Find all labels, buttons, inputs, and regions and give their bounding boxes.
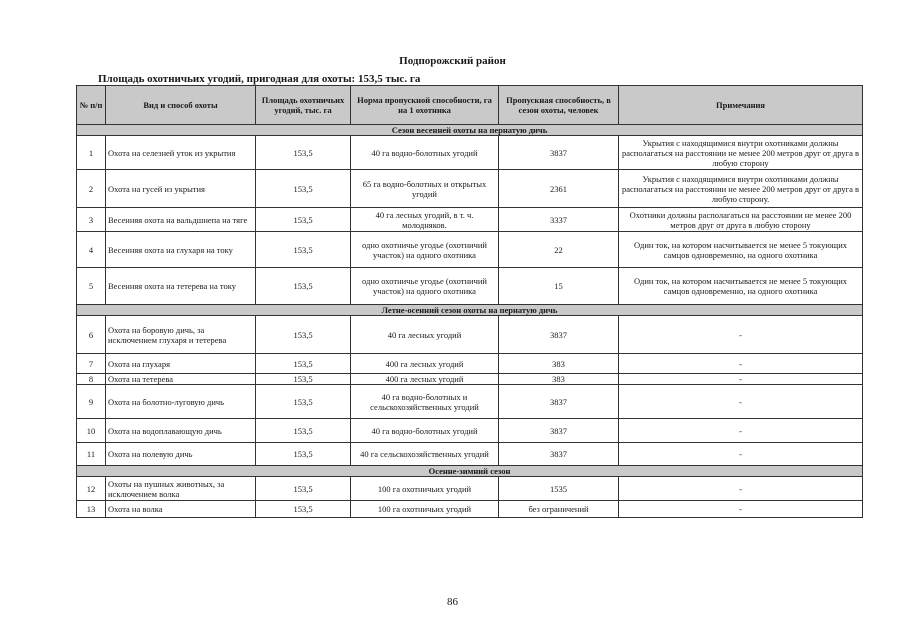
row-number: 9 — [77, 385, 106, 419]
table-row — [77, 136, 863, 170]
hunt-type: Охота на болотно-луговую дичь — [106, 385, 256, 419]
header-type: Вид и способ охоты — [106, 86, 256, 125]
table-row — [77, 268, 863, 305]
norm-value: 65 га водно-болотных и открытых угодий — [351, 170, 499, 208]
row-number: 2 — [77, 170, 106, 208]
page-title: Подпорожский район — [399, 55, 506, 67]
row-number: 8 — [77, 374, 106, 385]
header-norm: Норма пропускной способности, га на 1 охотника — [351, 86, 499, 125]
notes-value: Один ток, на котором насчитывается не менее 5 токующих самцов одновременно, на одного охотника — [619, 268, 863, 305]
header-area: Площадь охотничьих угодий, тыс. га — [256, 86, 351, 125]
hunting-capacity-table — [76, 85, 863, 518]
area-value: 153,5 — [256, 443, 351, 466]
area-value: 153,5 — [256, 385, 351, 419]
area-value: 153,5 — [256, 419, 351, 443]
hunt-type: Охота на тетерева — [106, 374, 256, 385]
capacity-value: без ограничений — [499, 501, 619, 518]
section-row — [77, 125, 863, 136]
table-header-row — [77, 86, 863, 125]
hunt-type: Весенняя охота на тетерева на току — [106, 268, 256, 305]
table-body — [77, 125, 863, 518]
notes-value: Укрытия с находящимися внутри охотниками должны располагаться на расстоянии не менее 200 метров друг от друга в любую сторону. — [619, 170, 863, 208]
row-number: 13 — [77, 501, 106, 518]
capacity-value: 3837 — [499, 443, 619, 466]
hunt-type: Охота на гусей из укрытия — [106, 170, 256, 208]
header-num: № п/п — [77, 86, 106, 125]
notes-value: Охотники должны располагаться на расстоянии не менее 200 метров друг от друга в любую сторону — [619, 208, 863, 232]
norm-value: 40 га водно-болотных угодий — [351, 419, 499, 443]
capacity-value: 1535 — [499, 477, 619, 501]
norm-value: одно охотничье угодье (охотничий участок) на одного охотника — [351, 268, 499, 305]
hunt-type: Охота на селезней уток из укрытия — [106, 136, 256, 170]
table-row — [77, 354, 863, 374]
section-title: Осенне-зимний сезон — [77, 466, 863, 477]
notes-value: Один ток, на котором насчитывается не менее 5 токующих самцов одновременно, на одного охотника — [619, 232, 863, 268]
row-number: 4 — [77, 232, 106, 268]
notes-value: - — [619, 354, 863, 374]
hunt-type: Весенняя охота на вальдшнепа на тяге — [106, 208, 256, 232]
table-row — [77, 316, 863, 354]
area-value: 153,5 — [256, 208, 351, 232]
area-value: 153,5 — [256, 374, 351, 385]
row-number: 5 — [77, 268, 106, 305]
hunting-area-line: Площадь охотничьих угодий, пригодная для охоты: 153,5 тыс. га — [98, 73, 421, 85]
capacity-value: 2361 — [499, 170, 619, 208]
norm-value: 40 га сельскохозяйственных угодий — [351, 443, 499, 466]
header-notes: Примечания — [619, 86, 863, 125]
notes-value: - — [619, 443, 863, 466]
area-value: 153,5 — [256, 232, 351, 268]
capacity-value: 383 — [499, 354, 619, 374]
header-capacity: Пропускная способность, в сезон охоты, человек — [499, 86, 619, 125]
norm-value: 400 га лесных угодий — [351, 374, 499, 385]
row-number: 3 — [77, 208, 106, 232]
norm-value: одно охотничье угодье (охотничий участок) на одного охотника — [351, 232, 499, 268]
notes-value: - — [619, 316, 863, 354]
capacity-value: 3837 — [499, 419, 619, 443]
capacity-value: 22 — [499, 232, 619, 268]
capacity-value: 383 — [499, 374, 619, 385]
norm-value: 40 га лесных угодий, в т. ч. молодняков. — [351, 208, 499, 232]
table-row — [77, 170, 863, 208]
notes-value: Укрытия с находящимися внутри охотниками должны располагаться на расстоянии не менее 200 метров друг от друга в любую сторону — [619, 136, 863, 170]
hunt-type: Охота на волка — [106, 501, 256, 518]
area-value: 153,5 — [256, 170, 351, 208]
notes-value: - — [619, 477, 863, 501]
hunt-type: Охота на водоплавающую дичь — [106, 419, 256, 443]
row-number: 1 — [77, 136, 106, 170]
section-title: Сезон весенней охоты на пернатую дичь — [77, 125, 863, 136]
area-value: 153,5 — [256, 268, 351, 305]
section-row — [77, 305, 863, 316]
capacity-value: 3837 — [499, 316, 619, 354]
area-value: 153,5 — [256, 477, 351, 501]
notes-value: - — [619, 419, 863, 443]
row-number: 12 — [77, 477, 106, 501]
capacity-value: 15 — [499, 268, 619, 305]
section-title: Летне-осенний сезон охоты на пернатую дичь — [77, 305, 863, 316]
hunt-type: Охота на глухаря — [106, 354, 256, 374]
table-row — [77, 208, 863, 232]
section-row — [77, 466, 863, 477]
notes-value: - — [619, 501, 863, 518]
page-number: 86 — [447, 596, 458, 608]
hunt-type: Охота на полевую дичь — [106, 443, 256, 466]
capacity-value: 3837 — [499, 385, 619, 419]
row-number: 10 — [77, 419, 106, 443]
table-row — [77, 374, 863, 385]
table-row — [77, 443, 863, 466]
table-row — [77, 477, 863, 501]
area-value: 153,5 — [256, 136, 351, 170]
row-number: 6 — [77, 316, 106, 354]
norm-value: 40 га лесных угодий — [351, 316, 499, 354]
row-number: 7 — [77, 354, 106, 374]
capacity-value: 3337 — [499, 208, 619, 232]
hunt-type: Весенняя охота на глухаря на току — [106, 232, 256, 268]
table-row — [77, 501, 863, 518]
area-value: 153,5 — [256, 354, 351, 374]
area-value: 153,5 — [256, 316, 351, 354]
table-row — [77, 419, 863, 443]
capacity-value: 3837 — [499, 136, 619, 170]
notes-value: - — [619, 385, 863, 419]
norm-value: 400 га лесных угодий — [351, 354, 499, 374]
table-row — [77, 385, 863, 419]
notes-value: - — [619, 374, 863, 385]
norm-value: 100 га охотничьих угодий — [351, 477, 499, 501]
norm-value: 100 га охотничьих угодий — [351, 501, 499, 518]
hunt-type: Охота на боровую дичь, за исключением глухаря и тетерева — [106, 316, 256, 354]
row-number: 11 — [77, 443, 106, 466]
norm-value: 40 га водно-болотных и сельскохозяйственных угодий — [351, 385, 499, 419]
hunt-type: Охоты на пушных животных, за исключением волка — [106, 477, 256, 501]
table-row — [77, 232, 863, 268]
norm-value: 40 га водно-болотных угодий — [351, 136, 499, 170]
area-value: 153,5 — [256, 501, 351, 518]
